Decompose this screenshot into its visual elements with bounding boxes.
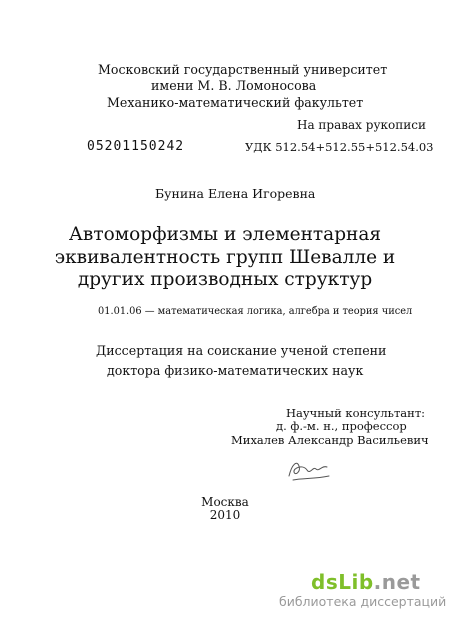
signature-image — [283, 454, 335, 486]
watermark-net: .net — [373, 570, 421, 594]
author-name: Бунина Елена Игоревна — [155, 186, 316, 201]
institution-line-faculty: Механико-математический факультет — [107, 95, 364, 110]
dissertation-line-1: Диссертация на соискание ученой степени — [96, 343, 387, 358]
watermark-tagline: библиотека диссертаций — [279, 594, 447, 609]
watermark-logo — [311, 570, 421, 594]
city: Москва — [201, 495, 249, 509]
specialty-line: 01.01.06 — математическая логика, алгебра и теория чисел — [98, 306, 413, 317]
consultant-label: Научный консультант: — [286, 406, 426, 420]
udk-code: УДК 512.54+512.55+512.54.03 — [245, 140, 434, 154]
consultant-name: Михалев Александр Васильевич — [231, 433, 429, 447]
title-line-1: Автоморфизмы и элементарная — [68, 224, 382, 245]
watermark-ds: ds — [311, 570, 339, 594]
rights-note: На правах рукописи — [297, 118, 426, 132]
institution-line-university: Московский государственный университет — [98, 62, 388, 77]
year: 2010 — [209, 508, 241, 522]
institution-line-name: имени М. В. Ломоносова — [151, 78, 317, 93]
consultant-degree: д. ф.-м. н., профессор — [276, 419, 407, 433]
dissertation-line-2: доктора физико-математических наук — [107, 363, 364, 378]
title-line-2: эквивалентность групп Шевалле и — [54, 247, 396, 268]
title-line-3: других производных структур — [77, 269, 373, 290]
catalog-code: 05201150242 — [87, 139, 185, 154]
watermark-lib: Lib — [338, 570, 374, 594]
